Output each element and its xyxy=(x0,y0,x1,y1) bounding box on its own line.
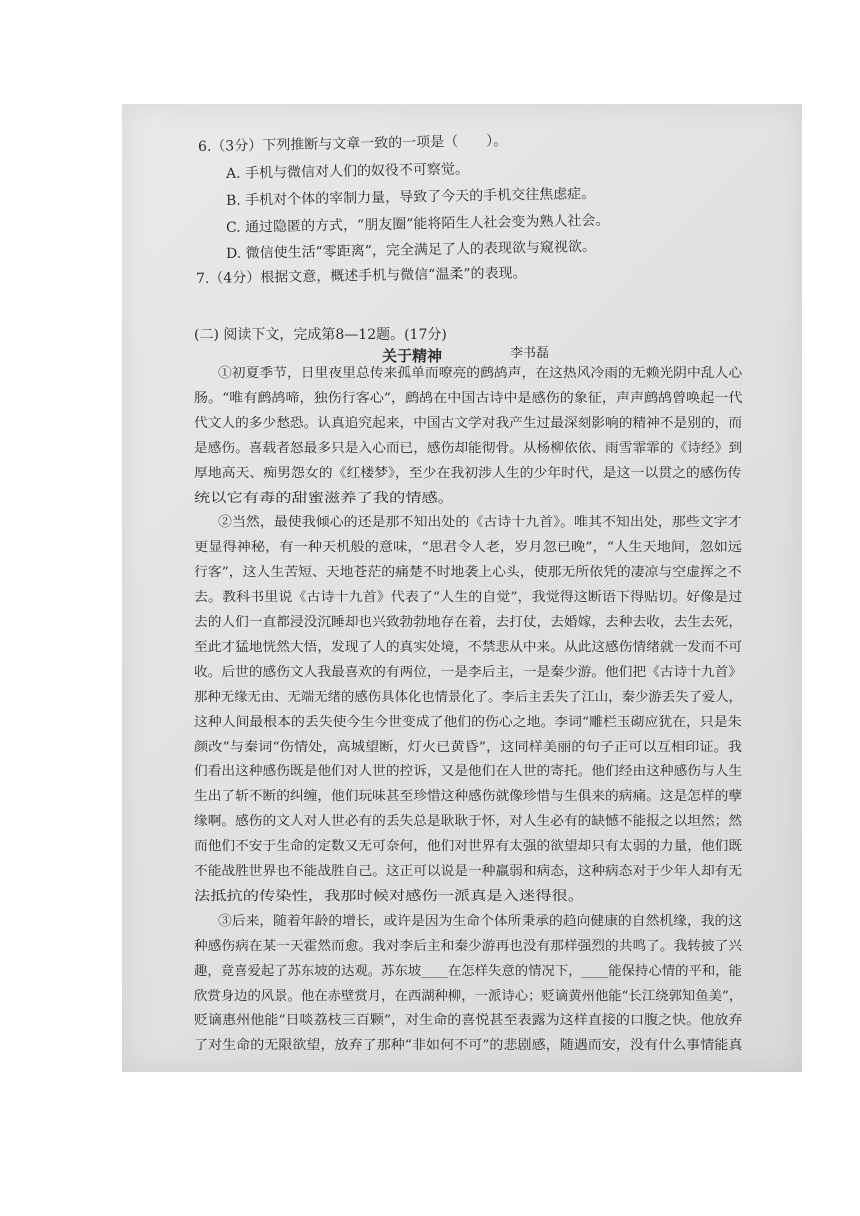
body-line: 是感伤。喜载者怒最多只是入心而已，感伤却能彻骨。从杨柳依依、雨雪霏霏的《诗经》到 xyxy=(194,440,743,456)
body-line: 这种人间最根本的丢失使今生今世变成了他们的伤心之地。李词“雕栏玉砌应犹在，只是朱 xyxy=(194,714,742,730)
body-line: 代文人的多少愁恐。认真追究起来，中国古文学对我产生过最深刻影响的精神不是别的，而 xyxy=(194,415,743,431)
paragraph-start-line: ②当然，最使我倾心的还是那不知出处的《古诗十九首》。唯其不知出处，那些文字才 xyxy=(218,515,742,531)
body-line: 收。后世的感伤文人我最喜欢的有两位，一是李后主，一是秦少游。他们把《古诗十九首》 xyxy=(194,664,743,680)
paragraph-start-line: ①初夏季节，日里夜里总传来孤单而嘹亮的鹧鸪声，在这热风冷雨的无赖光阴中乱人心 xyxy=(218,366,743,381)
body-line: 去。教科书里说《古诗十九首》代表了“人生的自觉”，我觉得这断语下得贴切。好像是过 xyxy=(194,590,743,606)
body-line: 而他们不安于生命的定数又无可奈何，他们对世界有太强的欲望却只有太弱的力量，他们既 xyxy=(194,839,743,855)
exam-page xyxy=(122,104,802,1072)
article-author: 李书磊 xyxy=(510,346,550,361)
body-line: 统以它有毒的甜蜜滋养了我的情感。 xyxy=(194,490,455,506)
body-line: 趣，竟喜爱起了苏东坡的达观。苏东坡____在怎样失意的情况下，____能保持心情的平和，能 xyxy=(194,963,742,979)
body-line: 肠。“唯有鹧鸪啼，独伤行客心”，鹧鸪在中国古诗中是感伤的象征，声声鹧鸪曾唤起一代 xyxy=(194,390,743,406)
body-line: 生出了斩不断的纠缠，他们玩味甚至珍惜这种感伤就像珍惜与生俱来的病痛。这是怎样的孽 xyxy=(194,789,743,805)
body-line: 颜改”与秦词“伤情处，高城望断，灯火已黄昏”，这同样美丽的句子正可以互相印证。我 xyxy=(194,739,743,755)
paragraph-start-line: ③后来，随着年龄的增长，或许是因为生命个体所秉承的趋向健康的自然机缘，我的这 xyxy=(218,913,743,929)
body-line: 了对生命的无限欲望，放弃了那种“非如何不可”的悲剧感，随遇而安，没有什么事情能真 xyxy=(194,1038,743,1054)
q6-option-b: B. 手机对个体的宰制力量，导致了今天的手机交往焦虑症。 xyxy=(225,185,596,209)
body-line: 行客”，这人生苦短、天地苍茫的痛楚不时地袭上心头，使那无所依凭的凄凉与空虚挥之不 xyxy=(194,565,742,581)
q6-option-d: D. 微信使生活“零距离”，完全满足了人的表现欲与窥视欲。 xyxy=(225,238,597,262)
body-line: 们看出这种感伤既是他们对人世的控诉，又是他们在人世的寄托。他们经由这种感伤与人生 xyxy=(194,764,743,780)
body-line: 那种无缘无由、无端无绪的感伤具体化也情景化了。李后主丢失了江山，秦少游丢失了爱人， xyxy=(194,689,742,705)
q6-option-c: C. 通过隐匿的方式，“朋友圈”能将陌生人社会变为熟人社会。 xyxy=(225,212,610,236)
body-line: 更显得神秘，有一种天机般的意味，“思君令人老，岁月忽已晚”，“人生天地间，忽如远 xyxy=(194,540,743,556)
body-line: 欣赏身边的风景。他在赤壁赏月，在西湖种柳，一派诗心；贬谪黄州他能“长江绕郭知鱼美”， xyxy=(194,988,743,1004)
q6-stem: 6.（3分）下列推断与文章一致的一项是（ ）。 xyxy=(197,133,508,155)
section-instruction: (二) 阅读下文，完成第8—12题。(17分) xyxy=(194,327,447,343)
body-line: 缘啊。感伤的文人对人世必有的丢失总是耿耿于怀，对人生必有的缺憾不能报之以坦然；然 xyxy=(194,814,743,830)
article-title: 关于精神 xyxy=(382,347,443,365)
q7-stem: 7.（4分）根据文意，概述手机与微信“温柔”的表现。 xyxy=(195,265,527,287)
body-line: 厚地高天、痴男怨女的《红楼梦》，至少在我初涉人生的少年时代，是这一以贯之的感伤传 xyxy=(194,465,742,481)
body-line: 种感伤病在某一天霍然而愈。我对李后主和秦少游再也没有那样强烈的共鸣了。我转披了兴 xyxy=(194,938,743,954)
body-line: 至此才猛地恍然大悟，发现了人的真实处境，不禁悲从中来。从此这感伤情绪就一发而不可 xyxy=(194,639,743,655)
body-line: 法抵抗的传染性，我那时候对感伤一派真是入迷得很。 xyxy=(194,888,585,904)
body-line: 贬谪惠州他能“日啖荔枝三百颗”，对生命的喜悦甚至表露为这样直接的口腹之快。他放弃 xyxy=(194,1013,743,1029)
q6-option-a: A. 手机与微信对人们的奴役不可察觉。 xyxy=(225,161,470,182)
body-line: 去的人们一直都浸没沉睡却也兴致勃勃地存在着，去打仗，去婚嫁，去种去收，去生去死， xyxy=(194,615,743,630)
body-line: 不能战胜世界也不能战胜自己。这正可以说是一种羸弱和病态，这种病态对于少年人却有无 xyxy=(194,864,743,879)
